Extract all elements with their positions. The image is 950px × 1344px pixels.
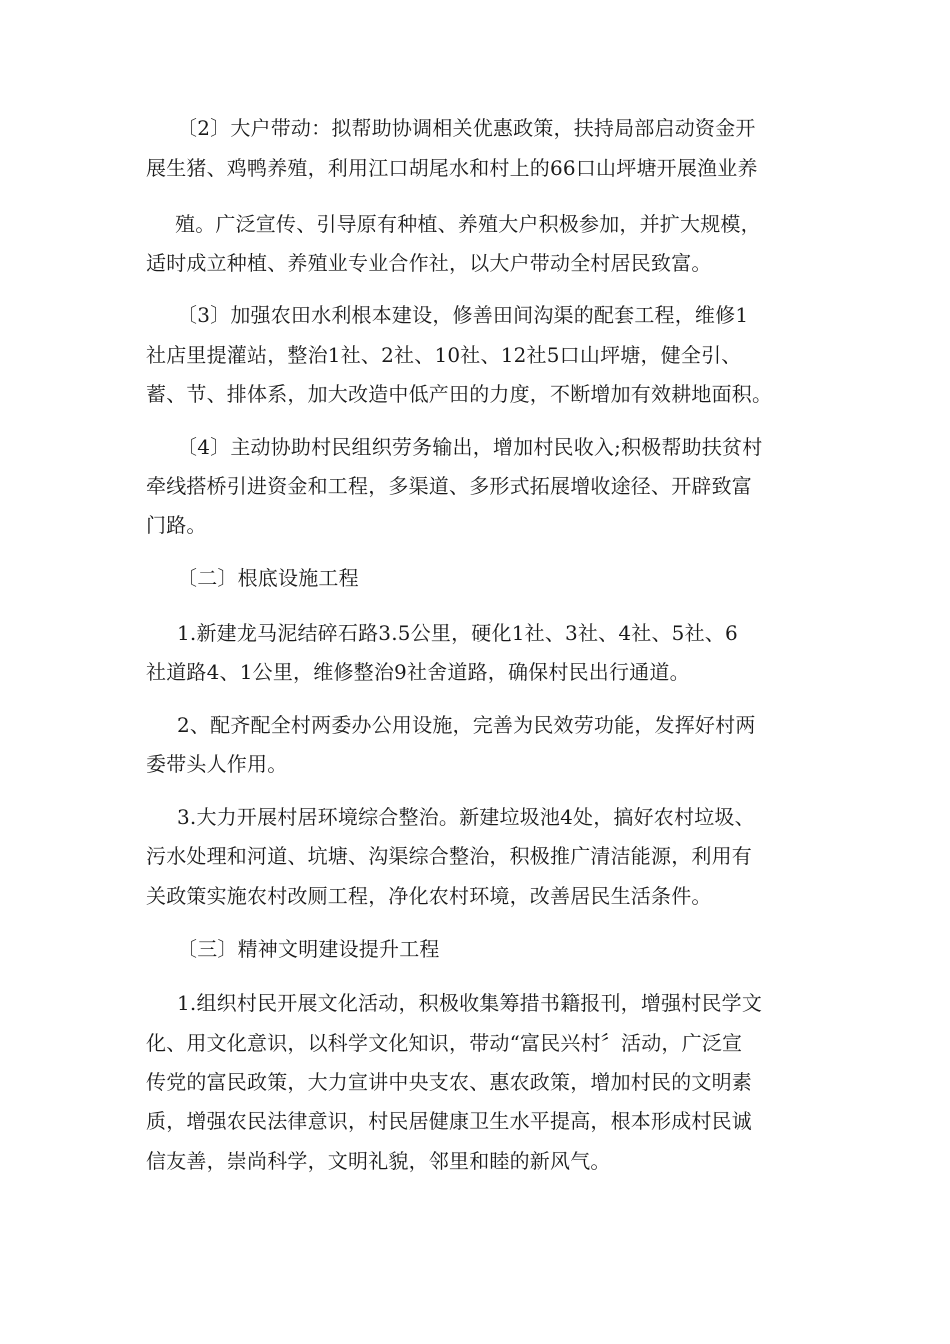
text-line: 化、用文化意识，以科学文化知识，带动“富民兴村〞活动，广泛宣: [146, 1031, 743, 1055]
text-line: 展生猪、鸡鸭养殖，利用江口胡尾水和村上的66口山坪塘开展渔业养: [146, 156, 758, 180]
text-line: 关政策实施农村改厕工程，净化农村环境，改善居民生活条件。: [146, 884, 712, 908]
text-line: 信友善，崇尚科学，文明礼貌，邻里和睦的新风气。: [146, 1149, 611, 1173]
text-line: 1.组织村民开展文化活动，积极收集筹措书籍报刊，增强村民学文: [177, 991, 763, 1015]
text-line: 适时成立种植、养殖业专业合作社，以大户带动全村居民致富。: [146, 251, 712, 275]
text-line: 污水处理和河道、坑塘、沟渠综合整治，积极推广清洁能源，利用有: [146, 844, 752, 868]
text-line: 传党的富民政策，大力宣讲中央支农、惠农政策，增加村民的文明素: [146, 1070, 752, 1094]
text-line: 3.大力开展村居环境综合整治。新建垃圾池4处，搞好农村垃圾、: [177, 805, 755, 829]
text-line: 质，增强农民法律意识，村民居健康卫生水平提高，根本形成村民诚: [146, 1109, 752, 1133]
text-line: 1.新建龙马泥结碎石路3.5公里，硬化1社、3社、4社、5社、6: [177, 621, 738, 645]
text-line: 牵线搭桥引进资金和工程，多渠道、多形式拓展增收途径、开辟致富: [146, 474, 752, 498]
section-heading: 〔三〕精神文明建设提升工程: [177, 937, 440, 961]
text-line: 〔3〕加强农田水利根本建设，修善田间沟渠的配套工程，维修1: [177, 303, 749, 327]
text-line: 蓄、节、排体系，加大改造中低产田的力度，不断增加有效耕地面积。: [146, 382, 773, 406]
section-heading: 〔二〕根底设施工程: [177, 566, 359, 590]
text-line: 〔2〕大户带动：拟帮助协调相关优惠政策，扶持局部启动资金开: [177, 116, 756, 140]
text-line: 委带头人作用。: [146, 752, 288, 776]
text-line: 〔4〕主动协助村民组织劳务输出，增加村民收入;积极帮助扶贫村: [177, 435, 763, 459]
text-line: 殖。广泛宣传、引导原有种植、养殖大户积极参加，并扩大规模，: [175, 212, 761, 236]
text-line: 2、配齐配全村两委办公用设施，完善为民效劳功能，发挥好村两: [177, 713, 756, 737]
text-line: 门路。: [146, 513, 207, 537]
text-line: 社道路4、1公里，维修整治9社舍道路，确保村民出行通道。: [146, 660, 690, 684]
text-line: 社店里提灌站，整治1社、2社、10社、12社5口山坪塘，健全引、: [146, 343, 742, 367]
